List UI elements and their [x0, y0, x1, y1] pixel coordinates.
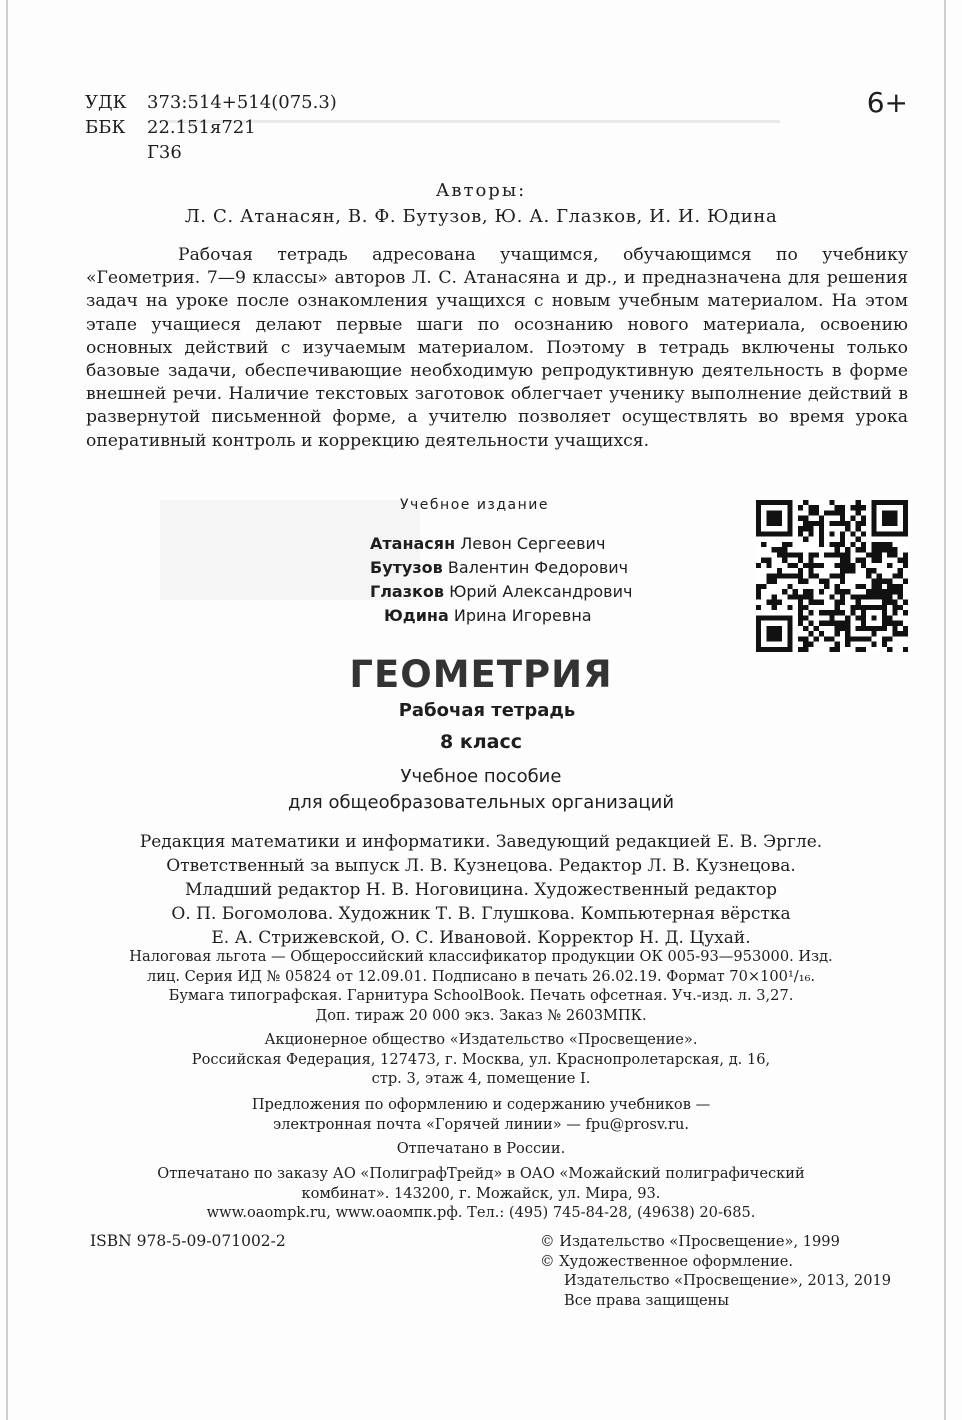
udk-row	[85, 90, 337, 115]
copyright-line: Издательство «Просвещение», 2013, 2019	[564, 1272, 892, 1290]
udk-value: 373:514+514(075.3)	[147, 92, 337, 113]
feedback-contact	[0, 1095, 962, 1134]
author-name-row	[370, 532, 632, 556]
author-given-name: Валентин Федорович	[447, 558, 629, 577]
author-name-row	[370, 556, 632, 580]
qr-code-icon[interactable]	[756, 500, 908, 652]
author-surname: Глазков	[370, 582, 444, 601]
author-given-name: Левон Сергеевич	[460, 534, 606, 553]
author-surname: Бутузов	[370, 558, 443, 577]
specs-line: Налоговая льгота — Общероссийский классификатор продукции ОК 005-93—953000. Изд.	[129, 948, 833, 965]
authors-heading: Авторы:	[435, 180, 527, 201]
credits-line: Е. А. Стрижевской, О. С. Ивановой. Корректор Н. Д. Цухай.	[211, 928, 751, 948]
publisher-line: Российская Федерация, 127473, г. Москва, ул. Краснопролетарская, д. 16,	[191, 1050, 771, 1068]
manual-type: Учебное пособие	[400, 766, 562, 787]
grade-label: 8 класс	[440, 731, 522, 753]
author-names-block	[370, 532, 632, 628]
book-subtitle: Рабочая тетрадь	[398, 700, 576, 721]
abstract-paragraph: Рабочая тетрадь адресована учащимся, обучающимся по учебнику «Геометрия. 7—9 классы» авторов Л. С. Атанасяна и др., и предназначена для решения задач на уроке после ознакомления учащихся с новым учебным материалом. На этом этапе учащиеся делают первые шаги по осознанию нового материала, освоению основных действий с изучаемым материалом. Поэтому в тетрадь включены только базовые задачи, обеспечивающие необходимую репродуктивную деятельность в форме внешней речи. Наличие текстовых заготовок облегчает ученику выполнение действий в развернутой письменной форме, а учителю позволяет осуществлять во время урока оперативный контроль и коррекцию деятельности учащихся.	[86, 245, 908, 451]
author-name-row	[370, 604, 632, 628]
publisher-line: стр. 3, этаж 4, помещение I.	[371, 1070, 591, 1088]
author-surname: Юдина	[384, 606, 449, 625]
credits-line: Редакция математики и информатики. Заведующий редакцией Е. В. Эргле.	[139, 832, 823, 852]
print-specs	[0, 947, 962, 1025]
manual-audience: для общеобразовательных организаций	[287, 792, 675, 813]
printer-line: www.oaompk.ru, www.оаомпк.рф. Тел.: (495) 745-84-28, (49638) 20-685.	[206, 1204, 756, 1222]
specs-line: лиц. Серия ИД № 05824 от 12.09.01. Подписано в печать 26.02.19. Формат 70×100¹/₁₆.	[146, 967, 816, 985]
printed-in: Отпечатано в России.	[396, 1140, 566, 1157]
author-given-name: Юрий Александрович	[449, 582, 633, 601]
credits-line: О. П. Богомолова. Художник Т. В. Глушкова. Компьютерная вёрстка	[171, 904, 791, 924]
printer-line: Отпечатано по заказу АО «ПолиграфТрейд» в ОАО «Можайский полиграфический	[157, 1165, 805, 1182]
credits-line: Ответственный за выпуск Л. В. Кузнецова. Редактор Л. В. Кузнецова.	[166, 856, 796, 876]
author-surname: Атанасян	[370, 534, 456, 553]
copyright-line: Все права защищены	[564, 1291, 729, 1309]
udk-label: УДК	[85, 92, 127, 113]
credits-line: Младший редактор Н. В. Ноговицина. Художественный редактор	[184, 880, 778, 900]
bbk-label: ББК	[85, 117, 126, 138]
feedback-line: Предложения по оформлению и содержанию учебников —	[251, 1096, 711, 1113]
isbn: ISBN 978-5-09-071002-2	[90, 1232, 286, 1250]
publisher-address	[0, 1030, 962, 1089]
classification-codes	[85, 90, 337, 165]
copyright-line: © Издательство «Просвещение», 1999	[540, 1233, 840, 1250]
authors-list: Л. С. Атанасян, В. Ф. Бутузов, Ю. А. Глазков, И. И. Юдина	[184, 206, 778, 227]
author-given-name: Ирина Игоревна	[453, 606, 592, 625]
author-mark: Г36	[147, 142, 182, 163]
printer-info	[0, 1164, 962, 1223]
feedback-line: электронная почта «Горячей линии» — fpu@prosv.ru.	[272, 1115, 690, 1133]
specs-line: Бумага типографская. Гарнитура SchoolBook. Печать офсетная. Уч.-изд. л. 3,27.	[168, 987, 794, 1005]
book-title: ГЕОМЕТРИЯ	[349, 653, 613, 696]
copyright-line: © Художественное оформление.	[540, 1252, 793, 1270]
author-name-row	[370, 580, 632, 604]
specs-line: Доп. тираж 20 000 экз. Заказ № 2603МПК.	[315, 1006, 647, 1024]
printer-line: комбинат». 143200, г. Можайск, ул. Мира, 93.	[301, 1184, 661, 1202]
edition-label: Учебное издание	[400, 497, 549, 513]
editorial-credits	[0, 830, 962, 950]
age-rating: 6+	[866, 86, 908, 119]
publisher-line: Акционерное общество «Издательство «Просвещение».	[264, 1031, 698, 1048]
copyright-block	[540, 1232, 891, 1310]
author-mark-row	[85, 140, 337, 165]
bbk-value: 22.151я721	[147, 117, 256, 138]
bbk-row	[85, 115, 337, 140]
